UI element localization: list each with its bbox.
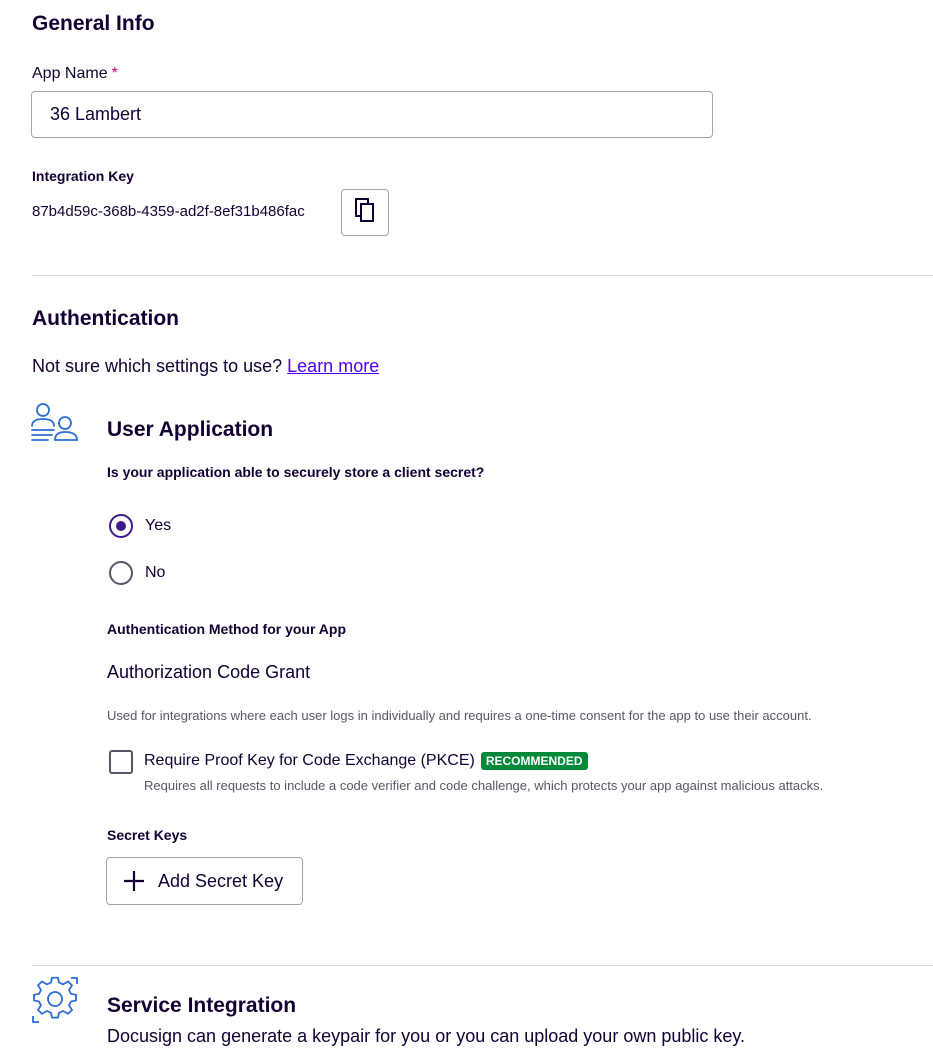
auth-method-label: Authentication Method for your App: [107, 621, 347, 637]
radio-yes[interactable]: [109, 514, 133, 538]
radio-no-label: No: [145, 564, 166, 581]
auth-method-value: Authorization Code Grant: [107, 662, 311, 682]
pkce-checkbox[interactable]: [109, 750, 133, 774]
auth-method-description: Used for integrations where each user logs in individually and requires a one-time consent for the app to use their account.: [107, 708, 812, 723]
add-secret-key-button[interactable]: [106, 857, 303, 905]
general-info-title: General Info: [32, 12, 155, 35]
copy-icon: [354, 198, 376, 227]
secret-keys-label: Secret Keys: [107, 827, 188, 843]
app-name-input[interactable]: [31, 91, 713, 138]
radio-no[interactable]: [109, 561, 133, 585]
radio-option-no[interactable]: [109, 561, 165, 585]
pkce-label: Require Proof Key for Code Exchange (PKCE): [144, 752, 475, 769]
add-secret-key-label: Add Secret Key: [158, 870, 284, 891]
divider-general: [32, 275, 933, 276]
integration-key-value: 87b4d59c-368b-4359-ad2f-8ef31b486fac: [32, 203, 305, 220]
pkce-description: Requires all requests to include a code verifier and code challenge, which protects your app against malicious attacks.: [144, 778, 824, 793]
service-integration-title: Service Integration: [107, 994, 297, 1017]
radio-yes-label: Yes: [145, 517, 172, 534]
copy-key-button[interactable]: [341, 189, 389, 236]
authentication-title: Authentication: [32, 307, 179, 330]
required-mark: *: [111, 65, 118, 82]
integration-key-label: Integration Key: [32, 168, 134, 184]
user-application-title: User Application: [107, 418, 274, 441]
radio-option-yes[interactable]: [109, 514, 171, 538]
auth-help: [32, 356, 379, 377]
learn-more-link[interactable]: Learn more: [287, 356, 380, 376]
service-integration-description: Docusign can generate a keypair for you or you can upload your own public key.: [107, 1026, 746, 1046]
plus-icon: [123, 870, 145, 892]
users-icon: [30, 402, 80, 449]
gear-icon: [31, 976, 79, 1029]
client-secret-question: Is your application able to securely store a client secret?: [107, 464, 485, 480]
app-name-label-text: App Name: [32, 65, 108, 82]
app-name-label: [32, 65, 118, 83]
pkce-row: [144, 752, 588, 770]
auth-help-text: Not sure which settings to use?: [32, 356, 283, 376]
recommended-badge: RECOMMENDED: [481, 752, 588, 770]
divider-service: [32, 965, 933, 966]
